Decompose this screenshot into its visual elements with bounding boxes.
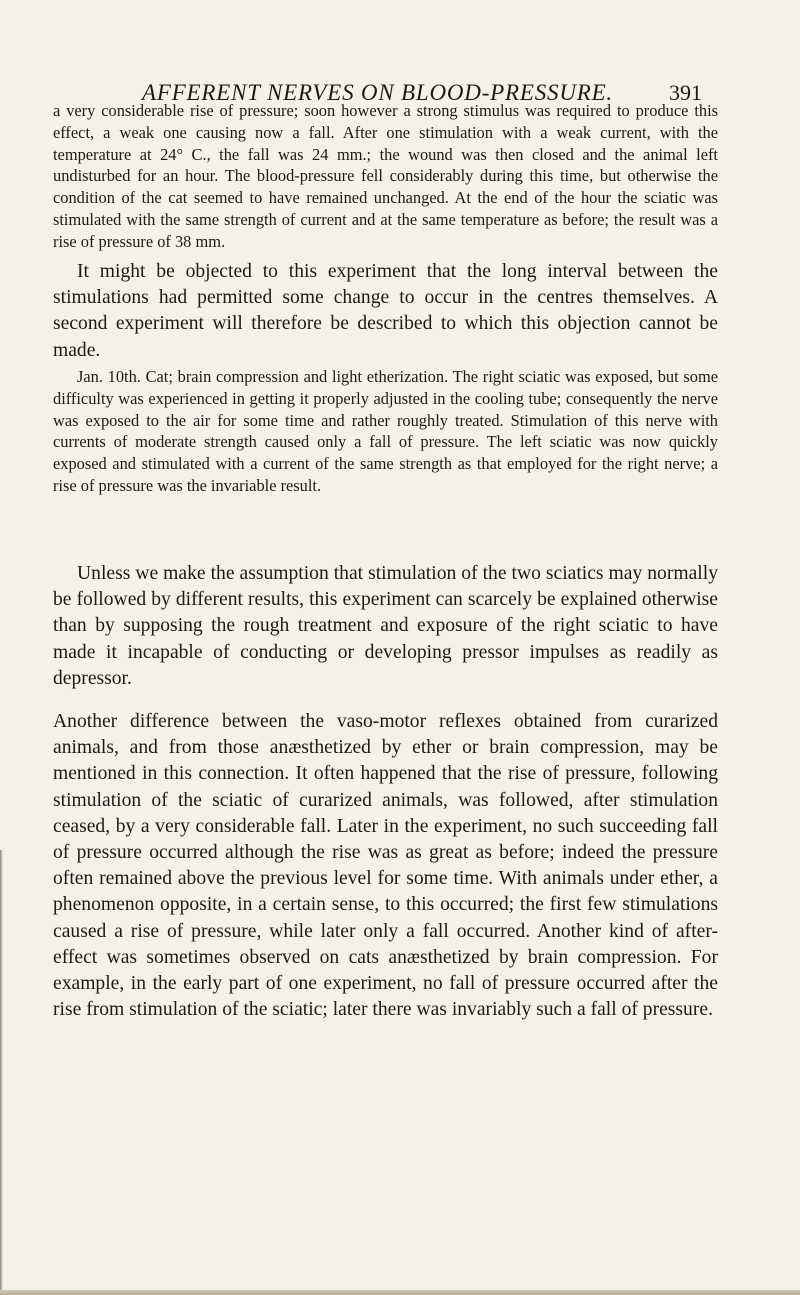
page-number: 391 xyxy=(669,80,702,105)
running-title: AFFERENT NERVES ON BLOOD-PRESSURE. xyxy=(142,80,613,105)
paragraph-objection: It might be objected to this experiment that the long interval between the stimulations had permitted some change to occur in the centres themselves. A second experiment will therefore be described to which this objection cannot be made. xyxy=(53,261,718,361)
paragraph-continuation: a very considerable rise of pressure; soon however a strong stimulus was required to produce this effect, a weak one causing now a fall. After one stimulation with a weak current, with the temperature at 24° C., the fall was 24 mm.; the wound was then closed and the animal left undisturbed for an hour. The blood-pressure fell considerably during this time, but otherwise the condition of the cat seemed to have remained unchanged. At the end of the hour the sciatic was stimulated with the same strength of current and at the same temperature as before; the result was a rise of pressure of 38 mm. xyxy=(53,101,718,251)
page-edge-shadow xyxy=(0,850,3,1290)
paragraph-experiment-jan-10: Jan. 10th. Cat; brain compression and light etherization. The right sciatic was exposed, but some difficulty was experienced in getting it properly adjusted in the cooling tube; consequently the nerve was exposed to the air for some time and rather roughly treated. Stimulation of this nerve with currents of moderate strength caused only a fall of pressure. The left sciatic was now quickly exposed and stimulated with a current of the same strength as that employed for the right nerve; a rise of pressure was the invariable result. xyxy=(53,367,718,495)
paragraph-vaso-motor-differences: Another difference between the vaso-motor reflexes obtained from curarized animals, and from those anæsthetized by ether or brain compression, may be mentioned in this connection. It often happened that the rise of pressure, following stimulation of the sciatic of curarized animals, was followed, after stimulation ceased, by a very considerable fall. Later in the experiment, no such succeeding fall of pressure occurred although the rise was as great as before; indeed the pressure often remained above the previous level for some time. With animals under ether, a phenomenon opposite, in a certain sense, to this occurred; the first few stimulations caused a rise of pressure, while later only a fall occurred. Another kind of after-effect was sometimes observed on cats anæsthetized by brain compression. For example, in the early part of one experiment, no fall of pressure occurred after the rise from stimulation of the sciatic; later there was invariably such a fall of pressure. xyxy=(53,711,718,1021)
paragraph-assumption: Unless we make the assumption that stimulation of the two sciatics may normally be followed by different results, this experiment can scarcely be explained otherwise than by supposing the rough treatment and exposure of the right sciatic to have made it incapable of conducting or developing pressor impulses as readily as depressor. xyxy=(53,563,718,689)
page-bottom-edge xyxy=(0,1290,800,1295)
